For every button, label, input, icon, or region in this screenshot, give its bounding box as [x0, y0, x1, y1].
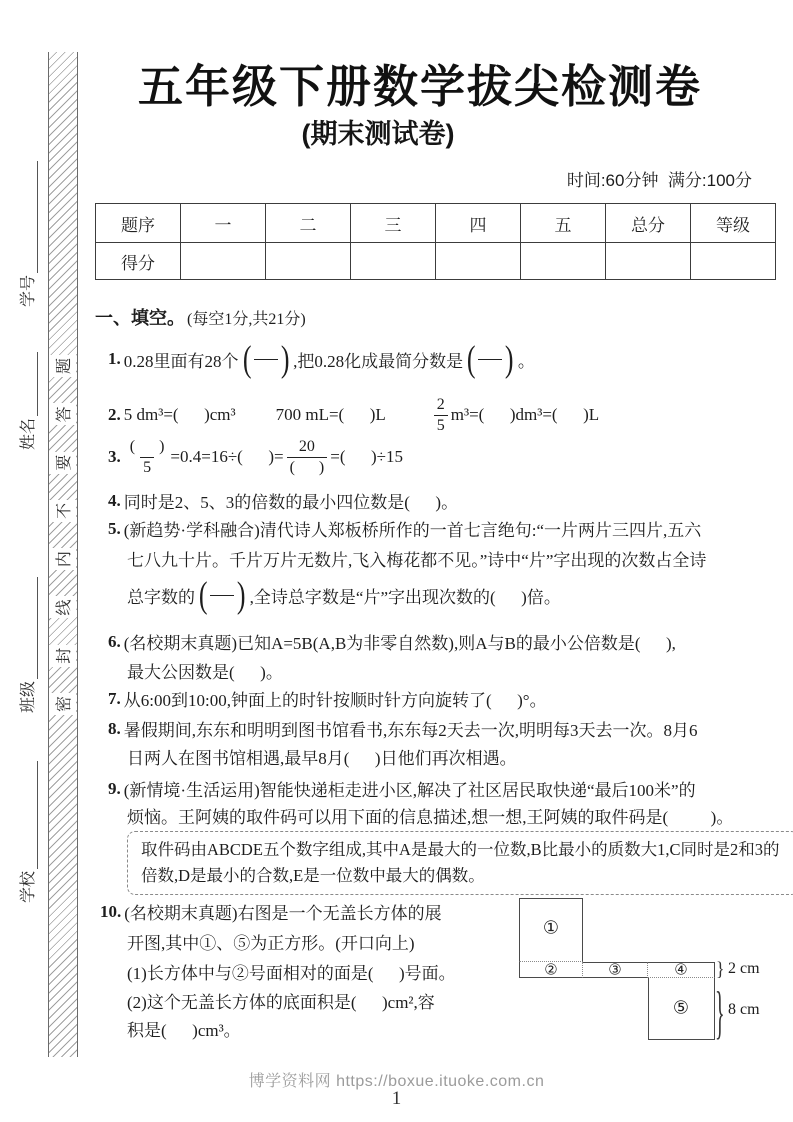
- question-text: (新情境·生活运用)智能快递柜走进小区,解决了社区居民取快递“最后100米”的: [123, 781, 696, 800]
- face-label-1: ①: [542, 917, 560, 938]
- section-note: (每空1分,共21分): [187, 310, 306, 328]
- seal-char: 封: [49, 645, 76, 667]
- question-9-line-1: [108, 776, 696, 801]
- question-text: ,全诗总字数是“片”字出现次数的( )倍。: [249, 587, 561, 607]
- question-text: 烦恼。王阿姨的取件码可以用下面的信息描述,想一想,王阿姨的取件码是( )。: [127, 808, 734, 827]
- dimension-label-8cm: 8 cm: [728, 1001, 760, 1018]
- page-number: 1: [391, 1088, 402, 1109]
- question-10-line-4: [127, 988, 435, 1013]
- question-number: 5.: [108, 518, 121, 538]
- score-cell: [436, 243, 521, 280]
- question-number: 4.: [108, 490, 121, 510]
- question-text: 同时是2、5、3的倍数的最小四位数是( )。: [123, 493, 459, 512]
- face-label-5: ⑤: [672, 997, 690, 1018]
- face-label-2: ②: [544, 962, 558, 979]
- pickup-code-hint-box: 取件码由ABCDE五个数字组成,其中A是最大的一位数,B比最小的质数大1,C同时是2和3的倍数,D是最小的合数,E是一位数中最大的偶数。: [127, 831, 793, 895]
- fraction-numerator: 2: [436, 396, 445, 414]
- paren-icon: (: [467, 338, 476, 380]
- question-6-line-1: [108, 629, 676, 654]
- question-text: (2)这个无盖长方体的底面积是( )cm²,容: [127, 993, 435, 1012]
- fraction-bar: [478, 359, 502, 360]
- score-cell: [351, 243, 436, 280]
- score-table-header-cell: 四: [436, 204, 521, 243]
- score-cell: [181, 243, 266, 280]
- seal-line-text: [50, 355, 75, 715]
- question-text: 5 dm³=( )cm³: [123, 405, 236, 424]
- page-title: 五年级下册数学拔尖检测卷: [137, 61, 702, 112]
- fraction: [127, 437, 168, 476]
- question-10-line-5: [127, 1016, 241, 1041]
- question-text: 从6:00到10:00,钟面上的时针按顺时针方向旋转了( )°。: [123, 691, 547, 710]
- seal-char: 密: [49, 693, 76, 715]
- question-2: [108, 394, 599, 436]
- question-5-line-1: [108, 516, 701, 541]
- fraction: [434, 395, 448, 434]
- question-text: =( )÷15: [330, 447, 403, 466]
- brace-icon: }: [716, 958, 725, 980]
- paren-icon: (: [242, 338, 251, 380]
- question-7: [108, 686, 547, 711]
- score-table-header-cell: 一: [181, 204, 266, 243]
- question-text: 。: [517, 351, 535, 371]
- score-cell: [266, 243, 351, 280]
- question-number: 6.: [108, 631, 121, 651]
- paren-icon: ): [237, 574, 246, 616]
- fraction-denominator: 5: [140, 457, 154, 477]
- seal-char: 内: [49, 548, 76, 570]
- score-table: [95, 203, 776, 280]
- question-text: 七八九十片。千片万片无数片,飞入梅花都不见。”诗中“片”字出现的次数占全诗: [127, 551, 707, 570]
- question-1: [108, 340, 535, 378]
- question-number: 1.: [108, 349, 121, 368]
- question-text: (名校期末真题)右图是一个无盖长方体的展: [124, 904, 442, 923]
- seal-char: 线: [49, 596, 76, 618]
- score-cell: [521, 243, 606, 280]
- field-class: [16, 570, 38, 713]
- question-text: 日两人在图书馆相遇,最早8月( )日他们再次相遇。: [127, 749, 517, 768]
- score-row-label: 得分: [96, 243, 181, 280]
- fraction: [287, 437, 328, 476]
- paren-icon: (: [198, 574, 208, 616]
- fill-line: [22, 577, 38, 679]
- question-text: 积是( )cm³。: [127, 1021, 241, 1040]
- paren-icon: ): [505, 338, 514, 380]
- fraction-bar: [210, 595, 234, 596]
- question-10-line-2: [127, 929, 415, 954]
- question-8-line-1: [108, 716, 698, 741]
- section-one-heading: [95, 304, 306, 330]
- fraction-answer-blank: [241, 338, 292, 380]
- score-table-header-cell: 二: [266, 204, 351, 243]
- page-subtitle: (期末测试卷): [301, 119, 455, 149]
- field-school: [16, 753, 38, 903]
- question-number: 7.: [108, 688, 121, 708]
- question-4: [108, 488, 458, 513]
- field-label: 学号: [20, 274, 37, 307]
- question-10-line-3: [127, 959, 456, 984]
- score-table-score-row: [96, 243, 776, 280]
- question-text: m³=( )dm³=( )L: [450, 405, 600, 424]
- score-cell: [606, 243, 691, 280]
- fill-line: [22, 161, 38, 273]
- question-3: [108, 436, 403, 478]
- question-text: (新趋势·学科融合)清代诗人郑板桥所作的一首七言绝句:“一片两片三四片,五六: [123, 521, 702, 540]
- fill-line: [22, 352, 38, 416]
- question-text: (1)长方体中与②号面相对的面是( )号面。: [127, 964, 456, 983]
- score-table-header-cell: 题序: [96, 204, 181, 243]
- question-9-line-2: [127, 803, 733, 828]
- seal-char: 不: [49, 500, 76, 522]
- score-table-header-cell: 三: [351, 204, 436, 243]
- fraction-denominator: ( ): [287, 457, 328, 477]
- fill-line: [22, 761, 38, 869]
- question-text: 最大公因数是( )。: [127, 663, 283, 682]
- question-number: 8.: [108, 718, 121, 738]
- dimension-label-2cm: 2 cm: [728, 960, 760, 977]
- field-label: 姓名: [20, 417, 37, 450]
- brace-icon: }: [715, 982, 725, 1046]
- question-10-line-1: [100, 899, 442, 924]
- time-score-info: 时间:60分钟 满分:100分: [566, 171, 752, 190]
- question-text: 开图,其中①、⑤为正方形。(开口向上): [127, 934, 415, 953]
- fraction-answer-blank: [197, 574, 248, 616]
- question-text: 总字数的: [127, 587, 195, 607]
- field-label: 学校: [20, 870, 37, 903]
- question-text: (名校期末真题)已知A=5B(A,B为非零自然数),则A与B的最小公倍数是( ),: [123, 634, 676, 653]
- fraction-bar: [254, 359, 278, 360]
- score-table-header-cell: 总分: [606, 204, 691, 243]
- question-text: 700 mL=( )L: [275, 405, 386, 424]
- question-8-line-2: [127, 744, 517, 769]
- question-number: 2.: [108, 405, 121, 424]
- question-text: =0.4=16÷( )=: [170, 447, 284, 466]
- field-student-id: [16, 155, 38, 307]
- question-number: 3.: [108, 447, 121, 466]
- question-5-line-3: [127, 574, 561, 616]
- question-text: 暑假期间,东东和明明到图书馆看书,东东每2天去一次,明明每3天去一次。8月6: [123, 721, 698, 740]
- score-table-header-cell: 等级: [691, 204, 776, 243]
- box-net-figure: [519, 898, 779, 1048]
- question-5-line-2: [127, 546, 706, 571]
- fraction-numerator: ( ): [129, 438, 165, 456]
- face-label-3: ③: [608, 962, 622, 979]
- fraction-denominator: 5: [434, 415, 448, 435]
- fraction-numerator: 20: [298, 438, 315, 456]
- question-number: 10.: [100, 901, 122, 921]
- score-cell: [691, 243, 776, 280]
- seal-char: 要: [49, 452, 76, 474]
- question-6-line-2: [127, 658, 283, 683]
- field-name: [16, 343, 38, 450]
- score-table-header-cell: 五: [521, 204, 606, 243]
- paren-icon: ): [280, 338, 290, 380]
- question-number: 9.: [108, 778, 121, 798]
- face-label-4: ④: [674, 962, 688, 979]
- field-label: 班级: [20, 680, 37, 713]
- question-text: ,把0.28化成最简分数是: [293, 351, 464, 371]
- question-text: 0.28里面有28个: [123, 351, 239, 371]
- fraction-answer-blank: [465, 338, 516, 380]
- seal-char: 题: [49, 355, 76, 377]
- seal-char: 答: [49, 403, 76, 425]
- watermark-site-link: 博学资料网 https://boxue.ituoke.com.cn: [248, 1073, 545, 1090]
- score-table-header-row: [96, 204, 776, 243]
- section-title: 一、填空。: [95, 308, 185, 328]
